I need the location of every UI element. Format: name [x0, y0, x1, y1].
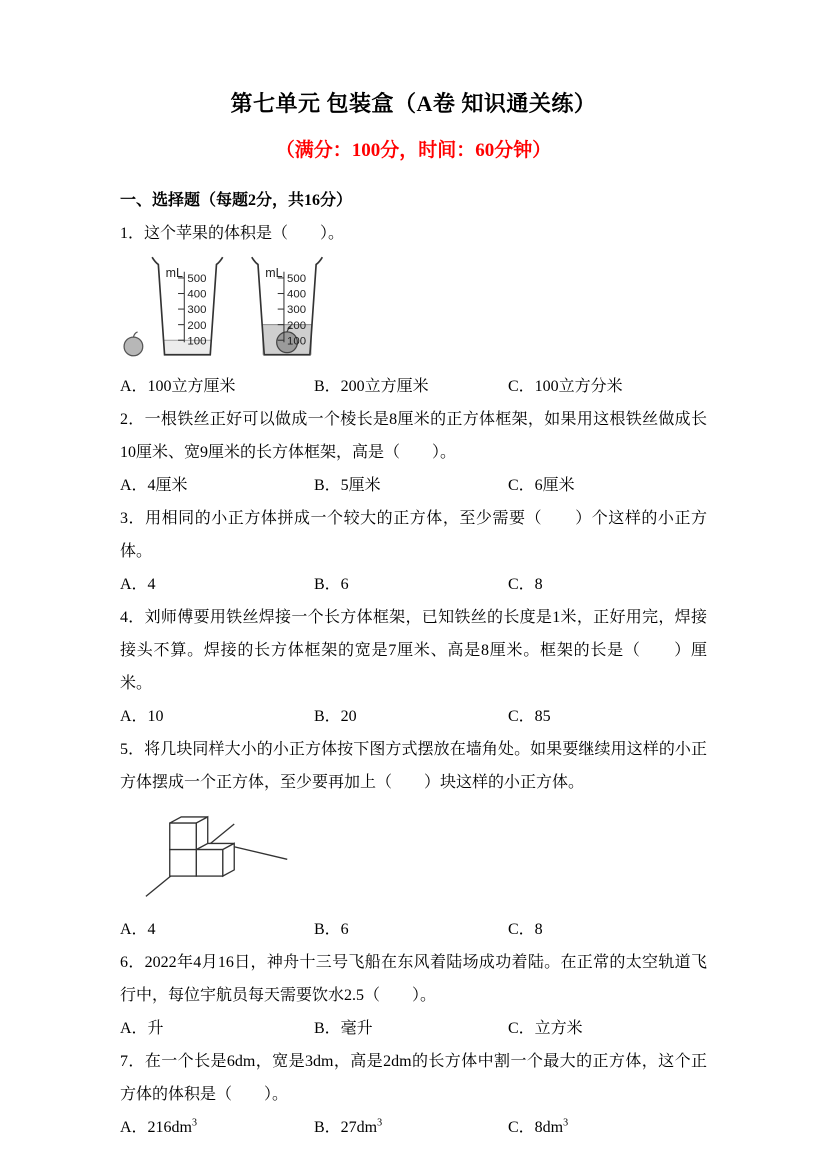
option-b: B．6	[314, 576, 349, 593]
page-title: 第七单元 包装盒（A卷 知识通关练）	[230, 91, 597, 116]
scale-label-200: 200	[187, 319, 207, 332]
doc-subtitle: （满分：100分，时间：60分钟）	[275, 140, 552, 161]
option-a: A．$216dm^3$	[120, 1117, 198, 1136]
beaker-figure-svg	[122, 253, 340, 361]
apple-icon	[124, 332, 143, 356]
option-b: B．5厘米	[314, 477, 381, 494]
question-1-options	[120, 370, 707, 403]
option-c: C．$8dm^3$	[508, 1117, 569, 1136]
cube-bottom-left	[170, 850, 197, 877]
option-c: C．8	[508, 921, 543, 938]
option-a: A．4厘米	[120, 477, 188, 494]
cubes-figure-svg	[130, 801, 342, 907]
option-b: B．20	[314, 708, 357, 725]
cube-bottom-right	[196, 843, 234, 876]
question-4-text: 4．刘师傅要用铁丝焊接一个长方体框架，已知铁丝的长度是1米，正好用完，焊接接头不算。焊接的长方体框架的宽是7厘米、高是8厘米。框架的长是（ ）厘米。	[120, 609, 707, 692]
scale-label-400: 400	[287, 288, 307, 301]
scale-label-400: 400	[187, 288, 207, 301]
option-c: C．6厘米	[508, 477, 575, 494]
question-5-text: 5．将几块同样大小的小正方体按下图方式摆放在墙角处。如果要继续用这样的小正方体摆成一个正方体，至少要再加上（ ）块这样的小正方体。	[120, 741, 707, 791]
option-c: C．8	[508, 576, 543, 593]
question-6-text: 6．2022年4月16日，神舟十三号飞船在东风着陆场成功着陆。在正常的太空轨道飞行中，每位宇航员每天需要饮水2.5（ ）。	[120, 954, 707, 1004]
unit-label: mL	[165, 265, 183, 280]
option-a: A．4	[120, 921, 156, 938]
beaker-figure	[122, 253, 707, 367]
unit-label: mL	[265, 265, 283, 280]
option-b: B．毫升	[314, 1020, 373, 1037]
question-1-text: 1．这个苹果的体积是（ ）。	[120, 225, 345, 242]
scale-label-300: 300	[287, 304, 307, 317]
scale-label-100: 100	[187, 335, 207, 348]
scale-label-500: 500	[287, 273, 307, 286]
cube-top	[170, 817, 208, 850]
section-heading: 一、选择题（每题2分，共16分）	[120, 192, 353, 209]
scale-label-100: 100	[287, 335, 307, 348]
option-a: A．升	[120, 1020, 164, 1037]
question-4-options	[120, 700, 707, 733]
question-5-options	[120, 913, 707, 946]
option-a: A．10	[120, 708, 164, 725]
beaker-left	[152, 257, 223, 355]
option-b: B．200立方厘米	[314, 378, 429, 395]
question-7-text: 7．在一个长是6dm，宽是3dm，高是2dm的长方体中割一个最大的正方体，这个正方体的体积是（ ）。	[120, 1053, 707, 1103]
option-b: B．$27dm^3$	[314, 1117, 383, 1136]
question-6-options	[120, 1012, 707, 1045]
question-3-options	[120, 568, 707, 601]
option-a: A．100立方厘米	[120, 378, 236, 395]
option-c: C．立方米	[508, 1020, 583, 1037]
cubes-figure	[130, 801, 707, 911]
scale-label-200: 200	[287, 319, 307, 332]
option-a: A．4	[120, 576, 156, 593]
beaker-right	[252, 257, 323, 355]
floor-line	[227, 845, 287, 859]
question-2-text: 2．一根铁丝正好可以做成一个棱长是8厘米的正方体框架，如果用这根铁丝做成长10厘米、宽9厘米的长方体框架，高是（ ）。	[120, 411, 707, 461]
option-b: B．6	[314, 921, 349, 938]
question-2-options	[120, 469, 707, 502]
option-c: C．85	[508, 708, 551, 725]
question-3-text: 3．用相同的小正方体拼成一个较大的正方体，至少需要（ ）个这样的小正方体。	[120, 510, 707, 560]
scale-label-300: 300	[187, 304, 207, 317]
option-c: C．100立方分米	[508, 378, 623, 395]
question-7-options	[120, 1111, 707, 1144]
scale-label-500: 500	[187, 273, 207, 286]
